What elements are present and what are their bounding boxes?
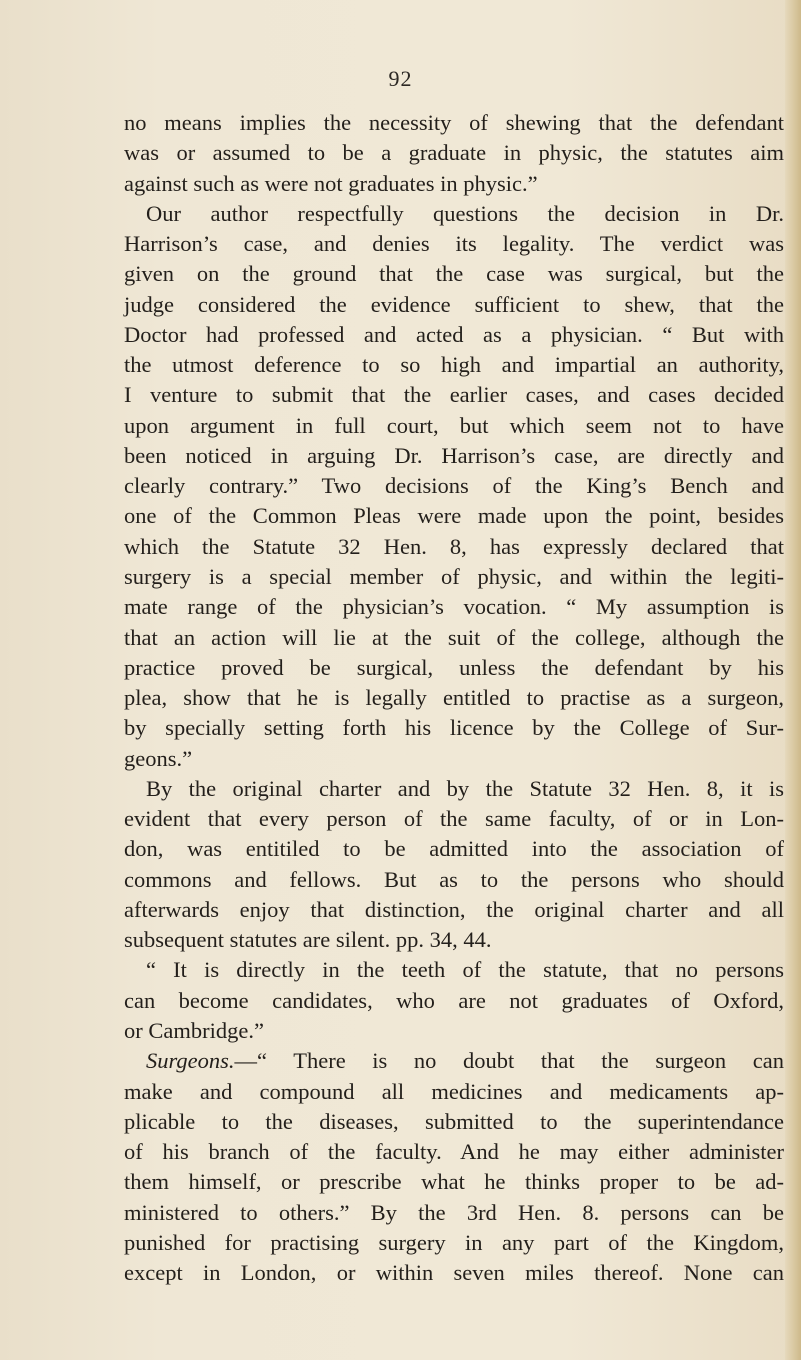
text-line: Doctor had professed and acted as a physician. “ But with [124,321,784,347]
text-line: ministered to others.” By the 3rd Hen. 8. persons can be [124,1199,784,1225]
text-line: make and compound all medicines and medicaments ap- [124,1078,784,1104]
text-line: plicable to the diseases, submitted to the superintendance [124,1108,784,1134]
page-number: 92 [388,66,413,91]
text-line: or Cambridge.” [124,1017,264,1043]
line-text: —“ There is no doubt that the surgeon can [234,1048,784,1074]
text-line: given on the ground that the case was surgical, but the [124,261,784,287]
text-line: was or assumed to be a graduate in physic, the statutes aim [124,140,784,166]
text-line: I venture to submit that the earlier cases, and cases decided [124,382,784,408]
text-line: subsequent statutes are silent. pp. 34, 44. [124,927,492,953]
text-line: mate range of the physician’s vocation. “ My assumption is [124,594,784,620]
text-line: of his branch of the faculty. And he may either administer [124,1139,784,1165]
text-line: except in London, or within seven miles thereof. None can [124,1260,784,1286]
text-line: afterwards enjoy that distinction, the original charter and all [124,896,784,922]
text-line: upon argument in full court, but which seem not to have [124,412,784,438]
text-line: Our author respectfully questions the decision in Dr. [146,200,784,226]
text-line: plea, show that he is legally entitled to practise as a surgeon, [124,685,784,711]
text-line: punished for practising surgery in any part of the Kingdom, [124,1229,784,1255]
text-line: judge considered the evidence sufficient to shew, that the [124,291,784,317]
italic-heading: Surgeons. [146,1048,235,1074]
text-line: one of the Common Pleas were made upon the point, besides [124,503,784,529]
text-line: don, was entitiled to be admitted into the association of [124,836,784,862]
text-line: “ It is directly in the teeth of the statute, that no persons [146,957,784,983]
text-line: can become candidates, who are not graduates of Oxford, [124,987,784,1013]
text-line: no means implies the necessity of shewing that the defendant [124,110,784,135]
text-line: that an action will lie at the suit of the college, although the [124,624,784,650]
text-line: clearly contrary.” Two decisions of the King’s Bench and [124,473,784,499]
text-line: been noticed in arguing Dr. Harrison’s case, are directly and [124,442,784,468]
text-line: surgery is a special member of physic, and within the legiti- [124,563,784,589]
text-line: which the Statute 32 Hen. 8, has expressly declared that [124,533,784,559]
text-line: Harrison’s case, and denies its legality. The verdict was [124,231,784,257]
text-line: against such as were not graduates in physic.” [124,170,538,196]
text-line: geons.” [124,745,193,771]
text-line: evident that every person of the same faculty, of or in Lon- [124,806,784,832]
text-line: by specially setting forth his licence by the College of Sur- [124,715,784,741]
text-line: commons and fellows. But as to the persons who should [124,866,784,892]
text-line [124,1046,784,1076]
text-line: By the original charter and by the Statute 32 Hen. 8, it is [146,775,784,801]
book-gutter-edge [785,0,801,1360]
text-line: them himself, or prescribe what he thinks proper to be ad- [124,1169,784,1195]
text-line: practice proved be surgical, unless the defendant by his [124,654,784,680]
body-text [124,108,784,1288]
text-line: the utmost deference to so high and impartial an authority, [124,352,784,378]
